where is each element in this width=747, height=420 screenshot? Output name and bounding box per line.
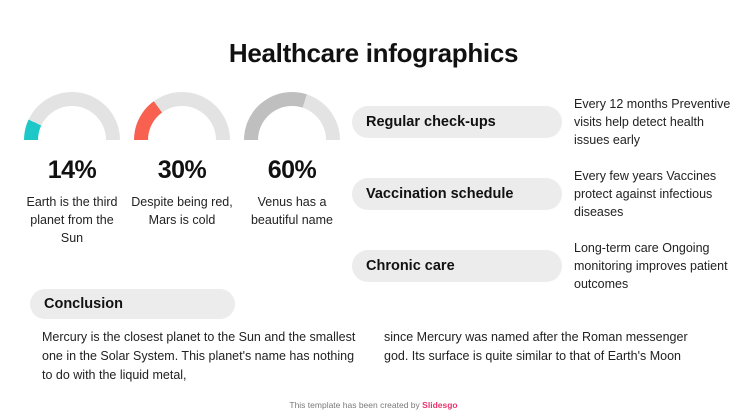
topic-list	[352, 96, 730, 312]
footer-brand-link[interactable]: Slidesgo	[422, 400, 458, 410]
conclusion-text-right: since Mercury was named after the Roman messenger god. Its surface is quite similar to that of Earth's Moon	[384, 330, 688, 363]
gauge-bottom-cover	[244, 140, 340, 142]
gauge-description: Venus has a beautiful name	[250, 195, 333, 227]
topic-body: Every 12 months Preventive visits help detect health issues early	[574, 97, 731, 147]
gauge-bottom-cover	[134, 140, 230, 142]
gauge-chart-venus	[244, 92, 340, 142]
gauge-item	[22, 92, 122, 247]
gauge-group	[22, 92, 342, 247]
page-title: Healthcare infographics	[228, 38, 519, 68]
gauge-item	[132, 92, 232, 247]
gauge-description: Earth is the third planet from the Sun	[26, 195, 118, 245]
topic-body: Every few years Vaccines protect against infectious diseases	[574, 169, 717, 219]
topic-pill-regular-check-ups[interactable]: Regular check-ups	[352, 106, 562, 138]
conclusion-text-left: Mercury is the closest planet to the Sun and the smallest one in the Solar System. This planet's name has nothing to do with the liquid metal,	[42, 330, 356, 382]
footer-credit	[0, 400, 747, 410]
gauge-value: 60%	[267, 156, 317, 184]
gauge-value: 14%	[47, 156, 97, 184]
gauge-chart-mars	[134, 92, 230, 142]
topic-pill-chronic-care[interactable]: Chronic care	[352, 250, 562, 282]
gauge-description: Despite being red, Mars is cold	[131, 195, 233, 227]
list-item	[352, 240, 730, 302]
footer-text: This template has been created by	[289, 400, 420, 410]
list-item	[352, 96, 730, 158]
conclusion-pill[interactable]: Conclusion	[30, 289, 235, 319]
gauge-bottom-cover	[24, 140, 120, 142]
gauge-chart-earth	[24, 92, 120, 142]
gauge-item	[242, 92, 342, 247]
topic-pill-vaccination-schedule[interactable]: Vaccination schedule	[352, 178, 562, 210]
topic-body: Long-term care Ongoing monitoring improves patient outcomes	[574, 241, 728, 291]
gauge-value: 30%	[157, 156, 207, 184]
list-item	[352, 168, 730, 230]
